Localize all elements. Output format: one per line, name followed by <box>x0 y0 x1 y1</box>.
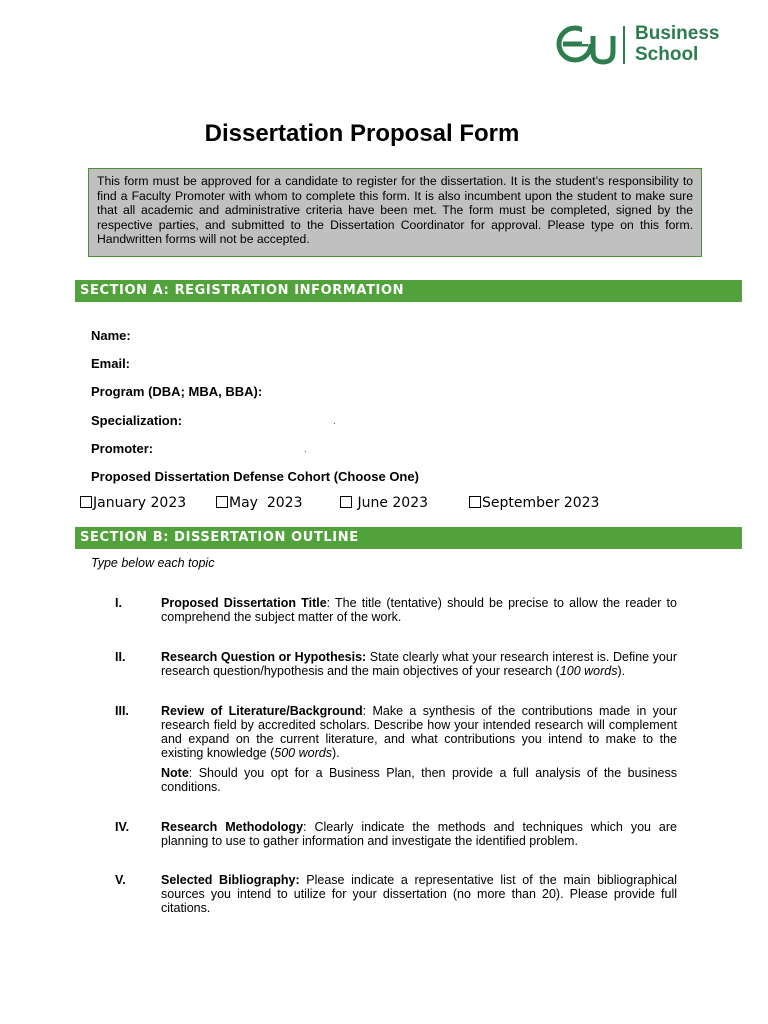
outline-item <box>115 704 677 794</box>
item-word-limit: 500 words <box>274 746 332 760</box>
field-placeholder-dot: . <box>333 416 336 427</box>
checkbox-icon[interactable] <box>340 496 352 508</box>
checkbox-icon[interactable] <box>216 496 228 508</box>
name-field-label[interactable]: Name: <box>91 328 131 343</box>
promoter-field-label[interactable]: Promoter: <box>91 441 154 456</box>
item-number: II. <box>115 650 126 664</box>
logo-divider <box>623 26 625 64</box>
cohort-option-january[interactable] <box>80 495 186 511</box>
item-body <box>161 873 677 915</box>
item-text-tail: ). <box>331 746 340 760</box>
cohort-option-may[interactable] <box>216 495 302 511</box>
outline-item <box>115 650 677 678</box>
cohort-option-label: September 2023 <box>482 495 600 511</box>
checkbox-icon[interactable] <box>469 496 481 508</box>
cohort-option-label: May 2023 <box>229 495 303 511</box>
checkbox-icon[interactable] <box>80 496 92 508</box>
logo-text <box>635 23 719 65</box>
cohort-option-label: January 2023 <box>93 495 187 511</box>
eu-logo-icon <box>555 22 619 66</box>
specialization-field-label[interactable]: Specialization: <box>91 413 183 428</box>
item-number: III. <box>115 704 129 718</box>
item-text: Please indicate a representative list of the main bibliographical sources you intend to utilize for your dissertation (no more than 20). Please provide full citations. <box>161 873 677 915</box>
item-number: I. <box>115 596 122 610</box>
item-title: Proposed Dissertation Title <box>161 596 327 610</box>
section-b-header: SECTION B: DISSERTATION OUTLINE <box>75 527 742 549</box>
outline-item <box>115 873 677 915</box>
outline-item <box>115 820 677 848</box>
item-body <box>161 650 677 678</box>
page-title <box>0 120 768 148</box>
item-text-tail: ). <box>617 664 626 678</box>
email-field-label[interactable]: Email: <box>91 356 131 371</box>
program-field-label[interactable]: Program (DBA; MBA, BBA): <box>91 384 263 399</box>
cohort-option-label: June 2023 <box>353 495 429 511</box>
outline-item <box>115 596 677 624</box>
item-title: Research Methodology <box>161 820 304 834</box>
logo-line-1: Business <box>635 23 720 44</box>
section-a-header: SECTION A: REGISTRATION INFORMATION <box>75 280 742 302</box>
cohort-question-label: Proposed Dissertation Defense Cohort (Choose One) <box>91 469 419 484</box>
item-text: : Clearly indicate the methods and techniques which you are planning to use to gather information and investigate the identified problem. <box>161 820 678 848</box>
item-title: Research Question or Hypothesis: <box>161 650 367 664</box>
instructions-box: This form must be approved for a candidate to register for the dissertation. It is the student’s responsibility to find a Faculty Promoter with whom to complete this form. It is also incumbent upon the student to make sure that all academic and administrative criteria have been met. The form must be completed, signed by the respective parties, and submitted to the Dissertation Coordinator for approval. Please type on this form. Handwritten forms will not be accepted. <box>88 168 702 257</box>
item-number: IV. <box>115 820 130 834</box>
item-title: Selected Bibliography: <box>161 873 300 887</box>
item-number: V. <box>115 873 126 887</box>
item-text: State clearly what your research interest is. Define your research question/hypothesis and the main objectives of your research ( <box>161 650 677 678</box>
item-body <box>161 596 677 624</box>
item-body <box>161 704 677 794</box>
eu-business-school-logo <box>555 22 735 70</box>
logo-line-2: School <box>635 44 699 65</box>
item-note <box>161 766 677 794</box>
item-text: : Make a synthesis of the contributions made in your research field by accredited scholars. Describe how your intended research will complement and expand on the current literature, and what contributions you intend to make to the existing knowledge ( <box>161 704 678 760</box>
item-title: Review of Literature/Background <box>161 704 363 718</box>
note-text: : Should you opt for a Business Plan, then provide a full analysis of the business conditions. <box>161 766 677 794</box>
cohort-option-september[interactable] <box>469 495 599 511</box>
section-b-hint: Type below each topic <box>91 556 215 570</box>
cohort-option-june[interactable] <box>340 495 428 511</box>
item-word-limit: 100 words <box>559 664 618 678</box>
note-title: Note <box>161 766 189 780</box>
page-title-text: Dissertation Proposal Form <box>204 120 520 147</box>
item-text: : The title (tentative) should be precise to allow the reader to comprehend the subject matter of the work. <box>161 596 677 624</box>
field-placeholder-dot: . <box>304 444 307 455</box>
item-body <box>161 820 677 848</box>
